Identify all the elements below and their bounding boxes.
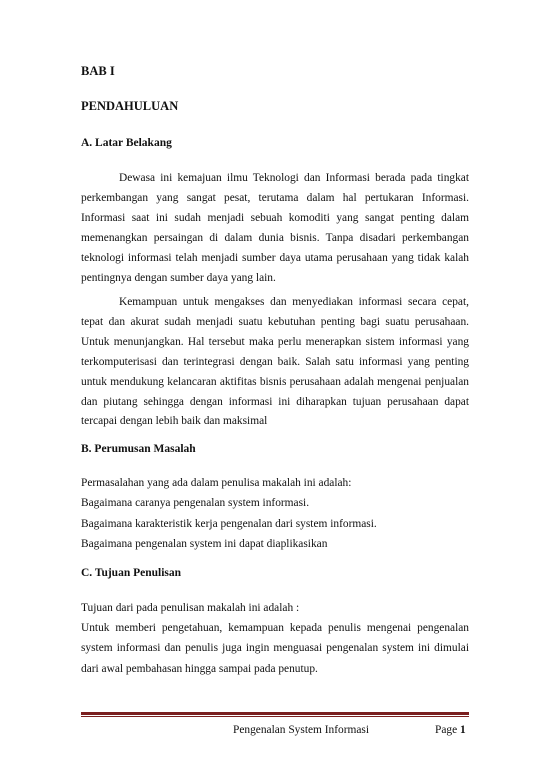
section-a-heading: A. Latar Belakang: [81, 137, 172, 149]
section-b-heading: B. Perumusan Masalah: [81, 443, 196, 455]
section-c-heading: C. Tujuan Penulisan: [81, 567, 182, 579]
list-item: Permasalahan yang ada dalam penulisa makalah ini adalah:: [81, 477, 352, 489]
list-item: Bagaimana caranya pengenalan system informasi.: [81, 497, 310, 510]
footer-rule-thin: [81, 716, 469, 717]
page-label: Page: [435, 724, 458, 736]
list-item: Bagaimana karakteristik kerja pengenalan dari system informasi.: [81, 517, 377, 530]
footer-rule: [81, 712, 469, 715]
list-item: Bagaimana pengenalan system ini dapat diaplikasikan: [81, 537, 328, 550]
chapter-number: BAB I: [81, 64, 115, 78]
paragraph-text: Kemampuan untuk mengakses dan menyediakan informasi secara cepat, tepat dan akurat sudah menjadi suatu kebutuhan penting bagi suatu perusahaan. Untuk menunjangkan. Hal tersebut maka perlu menerapkan sistem informasi yang terkomputerisasi dan terintegrasi dengan baik. Salah satu informasi yang penting untuk mendukung kelancaran aktifitas bisnis perusahaan adalah mengenai penjualan dan piutang sehingga dengan informasi ini diharapkan tujuan perusahaan dapat tercapai dengan lebih baik dan maksimal: [81, 296, 469, 428]
section-c-intro: Tujuan dari pada penulisan makalah ini adalah :: [81, 602, 300, 614]
footer-title: Pengenalan System Informasi: [233, 724, 370, 736]
page-number: 1: [460, 724, 466, 736]
section-a-paragraph-2: [81, 293, 469, 432]
footer-page: [435, 724, 466, 736]
section-b-lines: [81, 473, 469, 554]
section-c-body: Untuk memberi pengetahuan, kemampuan kepada penulis mengenai pengenalan system informasi dan penulis juga ingin menguasai pengenalan system ini dimulai dari awal pembahasan hingga sampai pada penutup.: [81, 622, 469, 675]
chapter-title: PENDAHULUAN: [81, 99, 179, 113]
section-a-paragraph-1: [81, 169, 469, 288]
paragraph-text: Dewasa ini kemajuan ilmu Teknologi dan Informasi berada pada tingkat perkembangan yang sangat pesat, terutama dalam hal pertukaran Informasi. Informasi saat ini sudah menjadi sebuah komoditi yang sangat penting dalam memenangkan persaingan di dalam dunia bisnis. Tanpa disadari perkembangan teknologi informasi telah menjadi sumber daya utama perusahaan yang tidak kalah pentingnya dengan sumber daya yang lain.: [81, 172, 469, 284]
